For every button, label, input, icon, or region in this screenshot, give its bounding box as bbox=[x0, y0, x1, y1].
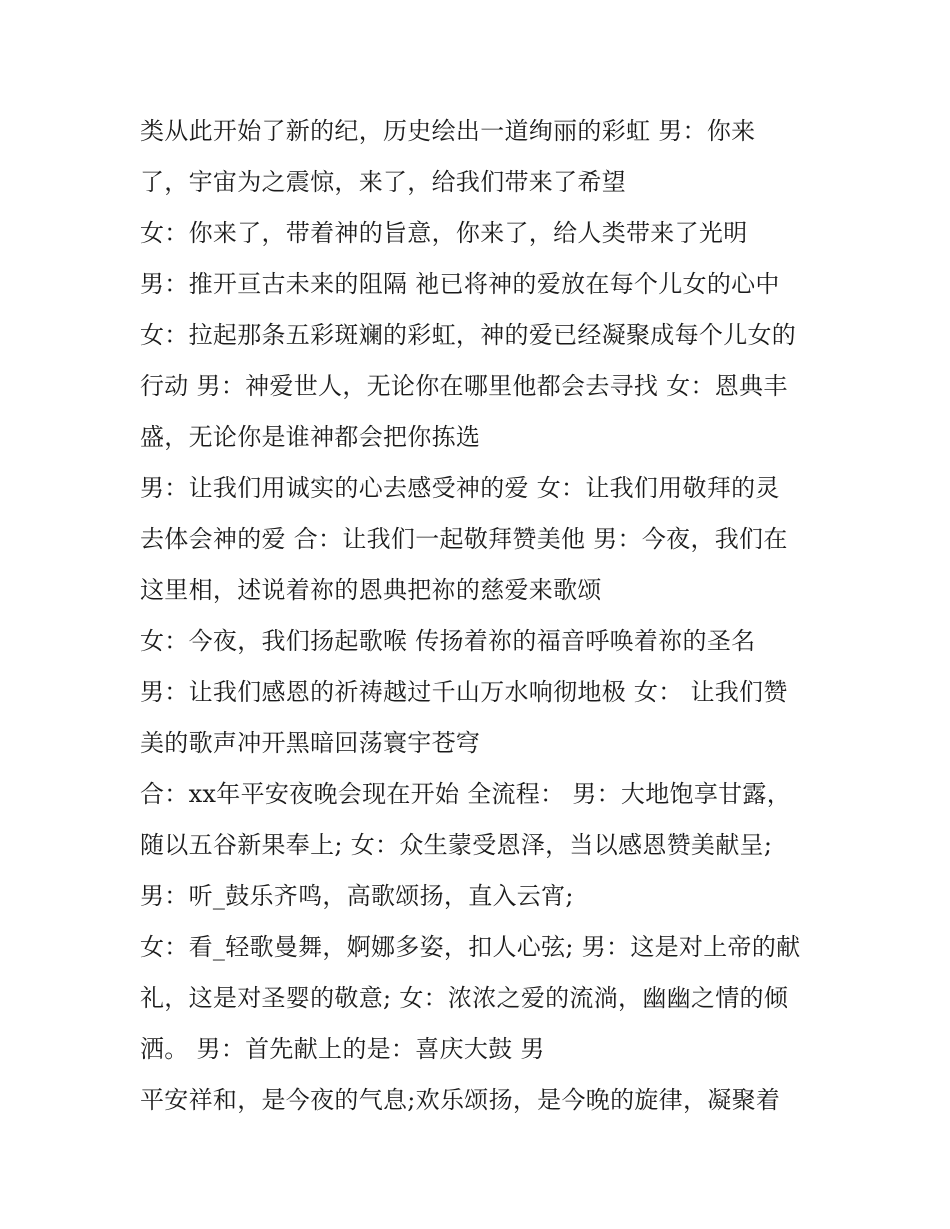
text-line-18: 礼，这是对圣婴的敬意; 女：浓浓之爱的流淌，幽幽之情的倾 bbox=[140, 984, 789, 1012]
text-line-5: 女：拉起那条五彩斑斓的彩虹，神的爱已经凝聚成每个儿女的 bbox=[140, 321, 797, 349]
text-line-7: 盛，无论你是谁神都会把你拣选 bbox=[140, 423, 481, 451]
text-line-16: 男：听_鼓乐齐鸣，高歌颂扬，直入云宵; bbox=[140, 882, 574, 910]
text-line-10: 这里相，述说着祢的恩典把祢的慈爱来歌颂 bbox=[140, 576, 602, 604]
document-body bbox=[140, 106, 830, 1126]
text-line-20: 平安祥和，是今夜的气息;欢乐颂扬，是今晚的旋律，凝聚着 bbox=[140, 1086, 781, 1114]
text-line-2: 了，宇宙为之震惊，来了，给我们带来了希望 bbox=[140, 168, 626, 196]
text-line-8: 男：让我们用诚实的心去感受神的爱 女：让我们用敬拜的灵 bbox=[140, 474, 780, 502]
text-line-15: 随以五谷新果奉上; 女：众生蒙受恩泽，当以感恩赞美献呈; bbox=[140, 831, 773, 859]
text-line-19: 洒。 男：首先献上的是：喜庆大鼓 男 bbox=[140, 1035, 545, 1063]
text-line-1: 类从此开始了新的纪，历史绘出一道绚丽的彩虹 男：你来 bbox=[140, 117, 756, 145]
text-line-6: 行动 男：神爱世人，无论你在哪里他都会去寻找 女：恩典丰 bbox=[140, 372, 788, 400]
text-line-14: 合：xx年平安夜晚会现在开始 全流程： 男：大地饱享甘露， bbox=[140, 780, 792, 808]
text-line-17: 女：看_轻歌曼舞，婀娜多姿，扣人心弦; 男：这是对上帝的献 bbox=[140, 933, 801, 961]
text-line-11: 女：今夜，我们扬起歌喉 传扬着祢的福音呼唤着祢的圣名 bbox=[140, 627, 756, 655]
text-line-9: 去体会神的爱 合：让我们一起敬拜赞美他 男：今夜，我们在 bbox=[140, 525, 788, 553]
text-line-4: 男：推开亘古未来的阻隔 祂已将神的爱放在每个儿女的心中 bbox=[140, 270, 780, 298]
text-line-13: 美的歌声冲开黑暗回荡寰宇苍穹 bbox=[140, 729, 481, 757]
text-line-3: 女：你来了，带着神的旨意，你来了，给人类带来了光明 bbox=[140, 219, 748, 247]
text-line-12: 男：让我们感恩的祈祷越过千山万水响彻地极 女： 让我们赞 bbox=[140, 678, 788, 706]
